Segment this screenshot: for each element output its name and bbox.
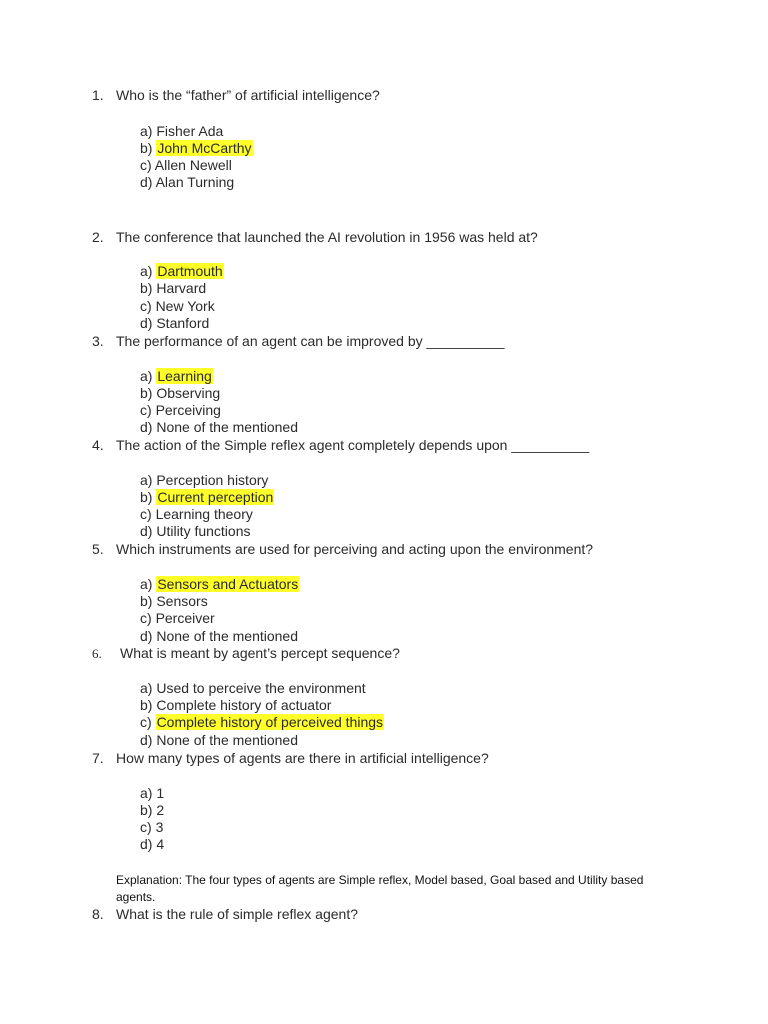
answer-option (140, 385, 220, 402)
option-text: None of the mentioned (156, 419, 298, 435)
answer-option (140, 506, 253, 523)
highlighted-answer: Dartmouth (157, 263, 223, 279)
question-number: 8. (92, 906, 104, 922)
option-label: c) (140, 819, 152, 835)
option-label: b) (140, 140, 153, 156)
option-label: c) (140, 298, 152, 314)
highlighted-answer: Sensors and Actuators (157, 576, 299, 592)
answer-option (140, 472, 268, 489)
question-text: What is meant by agent’s percept sequence? (120, 645, 400, 661)
question-text: Who is the “father” of artificial intelligence? (116, 87, 380, 103)
option-label: d) (140, 174, 153, 190)
option-label: a) (140, 680, 153, 696)
option-label: b) (140, 489, 153, 505)
explanation-note: Explanation: The four types of agents are Simple reflex, Model based, Goal based and Utility based agents. (116, 873, 644, 904)
option-label: a) (140, 123, 153, 139)
option-label: b) (140, 385, 153, 401)
answer-option (140, 402, 221, 419)
question-number: 6. (92, 646, 102, 661)
option-label: b) (140, 802, 153, 818)
question-text: The conference that launched the AI revolution in 1956 was held at? (116, 229, 538, 245)
option-label: d) (140, 732, 153, 748)
question-number: 5. (92, 541, 104, 557)
answer-option (140, 680, 366, 697)
question-number: 3. (92, 333, 104, 349)
option-text: Observing (156, 385, 221, 401)
option-text: 2 (156, 802, 165, 818)
option-text: Fisher Ada (156, 123, 224, 139)
answer-option (140, 593, 208, 610)
option-label: d) (140, 419, 153, 435)
option-label: a) (140, 576, 153, 592)
option-label: b) (140, 280, 153, 296)
answer-option (140, 628, 298, 645)
answer-option (140, 419, 298, 436)
answer-option (140, 368, 213, 385)
option-label: a) (140, 785, 153, 801)
option-label: d) (140, 628, 153, 644)
option-label: c) (140, 157, 152, 173)
option-text: New York (155, 298, 215, 314)
answer-option (140, 489, 274, 506)
question-text: The action of the Simple reflex agent completely depends upon __________ (116, 437, 590, 453)
option-label: d) (140, 836, 153, 852)
answer-option (140, 140, 253, 157)
answer-option (140, 576, 299, 593)
option-text: Allen Newell (154, 157, 232, 173)
answer-option (140, 157, 232, 174)
highlighted-answer: Learning (157, 368, 212, 384)
option-label: c) (140, 714, 152, 730)
question-text: What is the rule of simple reflex agent? (116, 906, 359, 922)
option-text: 1 (156, 785, 165, 801)
question-text: Which instruments are used for perceiving and acting upon the environment? (116, 541, 594, 557)
answer-option (140, 123, 223, 140)
option-text: Utility functions (156, 523, 251, 539)
answer-option (140, 315, 209, 332)
option-text: Used to perceive the environment (156, 680, 366, 696)
option-text: Sensors (156, 593, 208, 609)
highlighted-answer: Complete history of perceived things (156, 714, 384, 730)
option-text: None of the mentioned (156, 628, 298, 644)
option-text: Complete history of actuator (156, 697, 332, 713)
option-text: Alan Turning (155, 174, 235, 190)
option-label: d) (140, 523, 153, 539)
question-number: 7. (92, 750, 104, 766)
option-label: b) (140, 697, 153, 713)
highlighted-answer: Current perception (157, 489, 274, 505)
highlighted-answer: John McCarthy (157, 140, 252, 156)
option-label: d) (140, 315, 153, 331)
option-text: Perceiver (155, 610, 215, 626)
question-number: 2. (92, 229, 104, 245)
answer-option (140, 785, 164, 802)
answer-option (140, 732, 298, 749)
question-text: How many types of agents are there in artificial intelligence? (116, 750, 489, 766)
answer-option (140, 819, 163, 836)
option-text: 4 (156, 836, 165, 852)
answer-option (140, 280, 206, 297)
question-text: The performance of an agent can be improved by __________ (116, 333, 505, 349)
option-label: a) (140, 368, 153, 384)
option-text: Perceiving (155, 402, 221, 418)
option-label: a) (140, 263, 153, 279)
question-number: 1. (92, 87, 104, 103)
option-text: Learning theory (155, 506, 253, 522)
option-label: c) (140, 610, 152, 626)
option-label: c) (140, 402, 152, 418)
answer-option (140, 174, 234, 191)
question-number: 4. (92, 437, 104, 453)
answer-option (140, 610, 215, 627)
answer-option (140, 836, 164, 853)
option-label: b) (140, 593, 153, 609)
option-text: None of the mentioned (156, 732, 298, 748)
answer-option (140, 714, 384, 731)
option-text: Harvard (156, 280, 207, 296)
option-text: Perception history (156, 472, 269, 488)
option-text: 3 (155, 819, 164, 835)
option-text: Stanford (156, 315, 210, 331)
option-label: c) (140, 506, 152, 522)
answer-option (140, 697, 331, 714)
answer-option (140, 523, 251, 540)
option-label: a) (140, 472, 153, 488)
answer-option (140, 802, 164, 819)
answer-option (140, 263, 224, 280)
answer-option (140, 298, 215, 315)
